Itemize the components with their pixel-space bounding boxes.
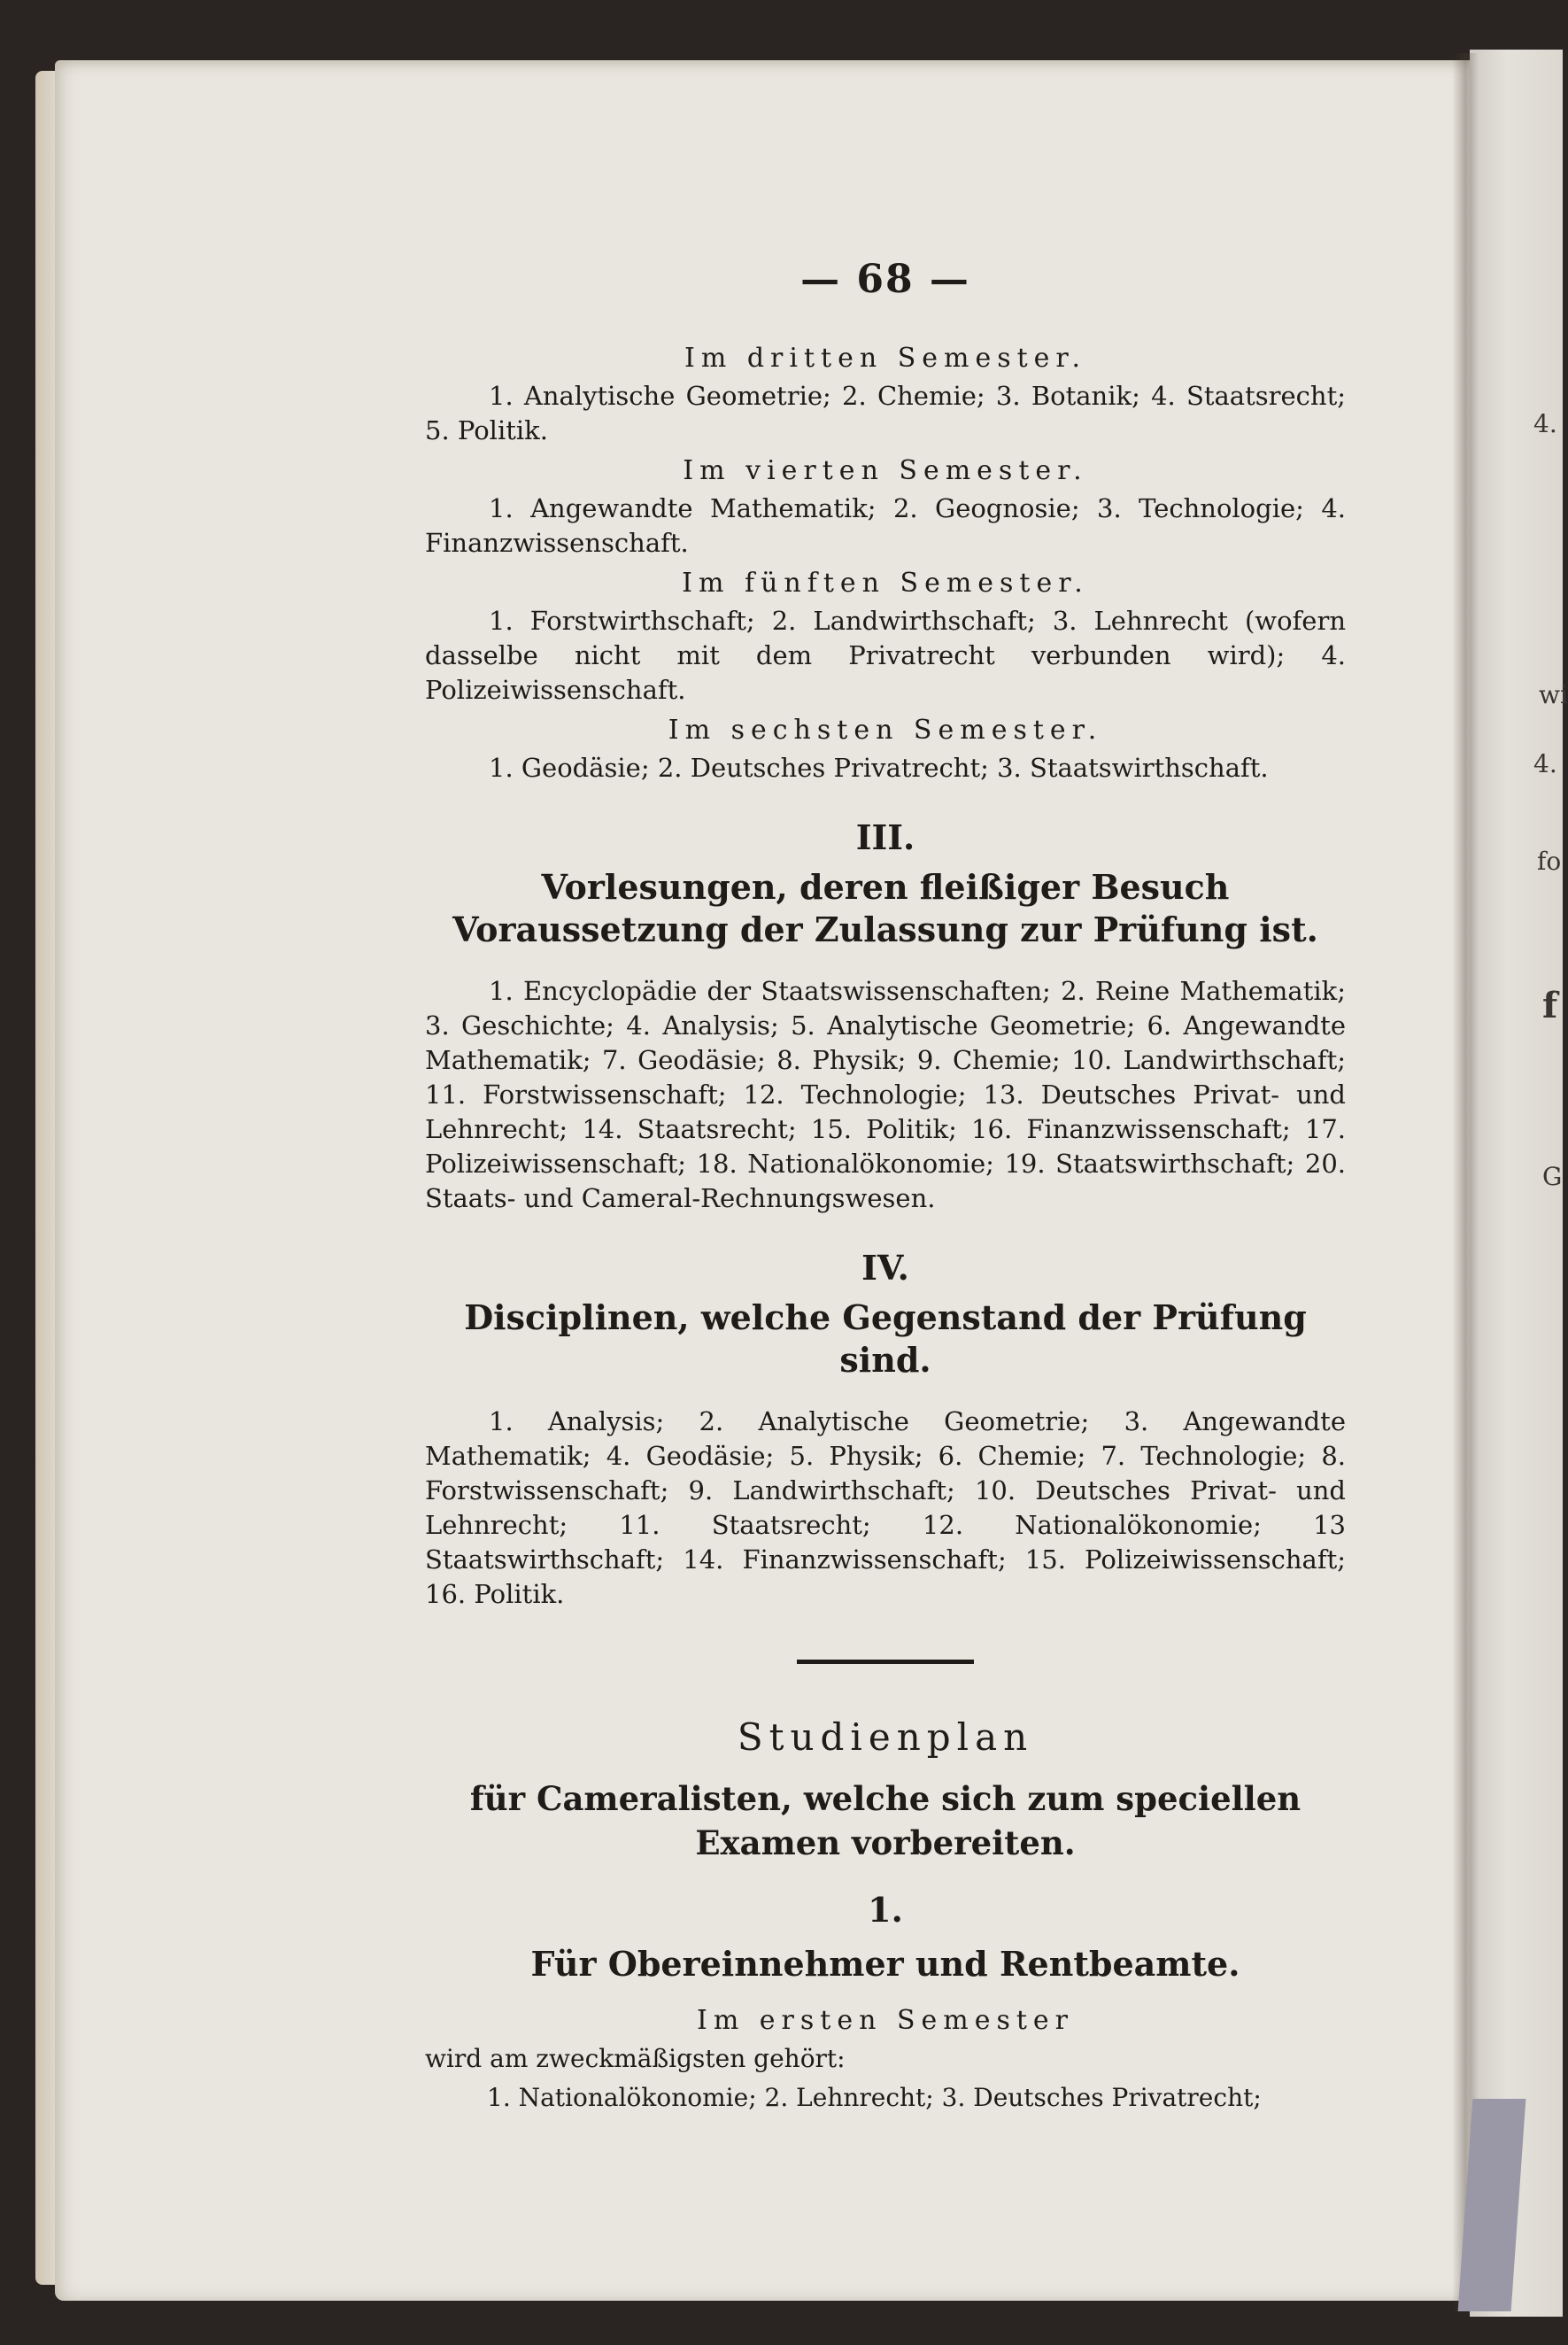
section-heading: Vorlesungen, deren fleißiger Besuch Voraussetzung der Zulassung zur Prüfung ist. [452,867,1318,949]
plan-number: 1. [868,1890,903,1930]
semester-title: Im vierten Semester. [683,455,1088,486]
margin-fragment: f [1542,985,1558,1026]
section-disciplines-list: 1. Analysis; 2. Analytische Geometrie; 3. Angewandte Mathematik; 4. Geodäsie; 5. Physik; 6. Chemie; 7. Technologie; 8. Forstwissenschaft; 9. Landwirthschaft; 10. Deutsches Privat- und Lehnrecht; 11. Staatsrecht; 12. Nationalökonomie; 13 Staatswirthschaft; 14. Finanzwissenschaft; 15. Polizeiwissenschaft; 16. Politik. [425,1406,1346,1609]
page-number: — 68 — [800,257,970,302]
page-content [425,257,1346,2119]
plan-courses: 1. Nationalökonomie; 2. Lehnrecht; 3. Deutsches Privatrecht; [487,2083,1262,2112]
section-heading: Disciplinen, welche Gegenstand der Prüfung sind. [464,1297,1307,1380]
semester-courses: 1. Forstwirthschaft; 2. Landwirthschaft; 3. Lehnrecht (wofern dasselbe nicht mit dem Privatrecht verbunden wird); 4. Polizeiwissenschaft. [425,606,1346,705]
plan-intro: wird am zweckmäßigsten gehört: [425,2044,846,2073]
plan-title: Studienplan [737,1715,1034,1759]
section-numeral: IV. [861,1248,909,1288]
semester-courses: 1. Analytische Geometrie; 2. Chemie; 3. Botanik; 4. Staatsrecht; 5. Politik. [425,381,1346,445]
margin-fragment: wi [1539,680,1568,709]
semester-block [425,568,1346,708]
plan-subtitle: für Cameralisten, welche sich zum speciellen Examen vorbereiten. [469,1779,1302,1862]
semester-title: Im fünften Semester. [682,568,1089,599]
semester-courses: 1. Geodäsie; 2. Deutsches Privatrecht; 3. Staatswirthschaft. [489,753,1269,783]
margin-fragment: fo [1537,847,1562,876]
section-lectures-list: 1. Encyclopädie der Staatswissenschaften; 2. Reine Mathematik; 3. Geschichte; 4. Analysis; 5. Analytische Geometrie; 6. Angewandte Mathematik; 7. Geodäsie; 8. Physik; 9. Chemie; 10. Landwirthschaft; 11. Forstwissenschaft; 12. Technologie; 13. Deutsches Privat- und Lehnrecht; 14. Staatsrecht; 15. Politik; 16. Finanzwissenschaft; 17. Polizeiwissenschaft; 18. Nationalökonomie; 19. Staatswirthschaft; 20. Staats- und Cameral-Rechnungswesen. [425,976,1346,1213]
semester-block [425,343,1346,448]
semester-title: Im sechsten Semester. [668,715,1103,746]
book-gutter [1452,53,1479,2311]
semester-courses: 1. Angewandte Mathematik; 2. Geognosie; 3. Technologie; 4. Finanzwissenschaft. [425,493,1346,558]
semester-block [425,715,1346,786]
section-divider [797,1660,974,1664]
semester-block [425,455,1346,561]
semester-title: Im dritten Semester. [684,343,1086,374]
margin-fragment: 4. [1533,409,1557,438]
margin-fragment: G [1542,1162,1563,1191]
plan-subheading: Für Obereinnehmer und Rentbeamte. [530,1944,1240,1984]
section-numeral: III. [855,817,915,857]
margin-fragment: 4. [1533,749,1557,778]
semester-title: Im ersten Semester [696,2005,1075,2036]
